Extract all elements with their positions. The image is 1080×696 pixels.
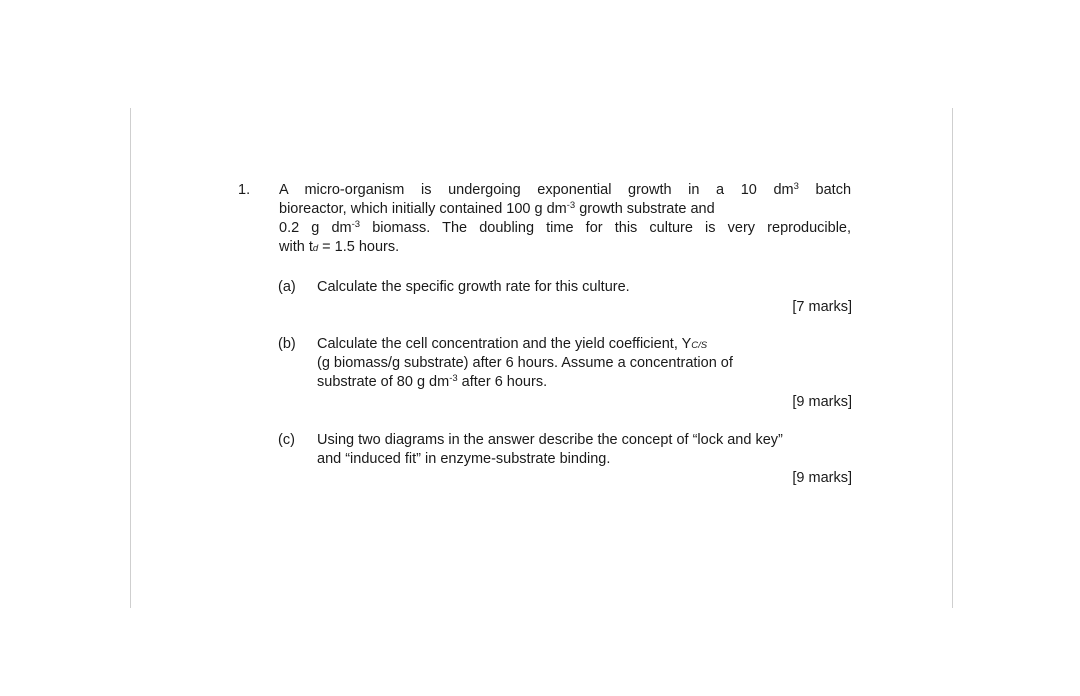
stem-line-4 xyxy=(279,238,851,257)
stem-text: 0.2 g dm xyxy=(279,220,352,236)
part-b-label: (b) xyxy=(278,336,296,352)
part-b-line-3 xyxy=(317,373,857,392)
stem-text: A micro-organism is undergoing exponential growth in a 10 dm xyxy=(279,182,794,198)
part-b-marks: [9 marks] xyxy=(792,394,852,410)
stem-text: growth substrate and xyxy=(575,201,715,217)
stem-text: bioreactor, which initially contained 100 g dm xyxy=(279,201,567,217)
superscript: -3 xyxy=(566,200,576,211)
subscript: C/S xyxy=(691,340,708,351)
part-a-marks: [7 marks] xyxy=(792,299,852,315)
superscript: -3 xyxy=(351,219,361,230)
subscript: d xyxy=(312,243,319,254)
part-a-text xyxy=(317,278,857,297)
stem-text: biomass. The doubling time for this culture is very reproducible, xyxy=(360,220,852,236)
part-a-line-1: Calculate the specific growth rate for this culture. xyxy=(317,279,630,295)
part-a-label: (a) xyxy=(278,279,296,295)
part-c-label: (c) xyxy=(278,432,295,448)
question-number: 1. xyxy=(238,182,251,198)
part-c-text xyxy=(317,431,857,469)
part-text-span: after 6 hours. xyxy=(457,374,548,390)
part-text-span: substrate of 80 g dm xyxy=(317,374,450,390)
part-c-line-2: and “induced fit” in enzyme-substrate binding. xyxy=(317,451,611,467)
part-b-text xyxy=(317,335,857,392)
part-b-line-2: (g biomass/g substrate) after 6 hours. Assume a concentration of xyxy=(317,355,733,371)
stem-line-2 xyxy=(279,200,851,219)
stem-text: batch xyxy=(798,182,852,198)
stem-line-3 xyxy=(279,219,851,238)
part-text-span: Calculate the cell concentration and the yield coefficient, Y xyxy=(317,336,692,352)
superscript: -3 xyxy=(449,373,458,384)
superscript: 3 xyxy=(793,181,799,192)
part-c-line-1: Using two diagrams in the answer describe the concept of “lock and key” xyxy=(317,432,783,448)
part-b-line-1 xyxy=(317,335,857,354)
question-stem xyxy=(279,181,851,257)
stem-line-1 xyxy=(279,181,851,200)
stem-text: with t xyxy=(279,239,313,255)
part-c-marks: [9 marks] xyxy=(792,470,852,486)
stem-text: = 1.5 hours. xyxy=(318,239,400,255)
